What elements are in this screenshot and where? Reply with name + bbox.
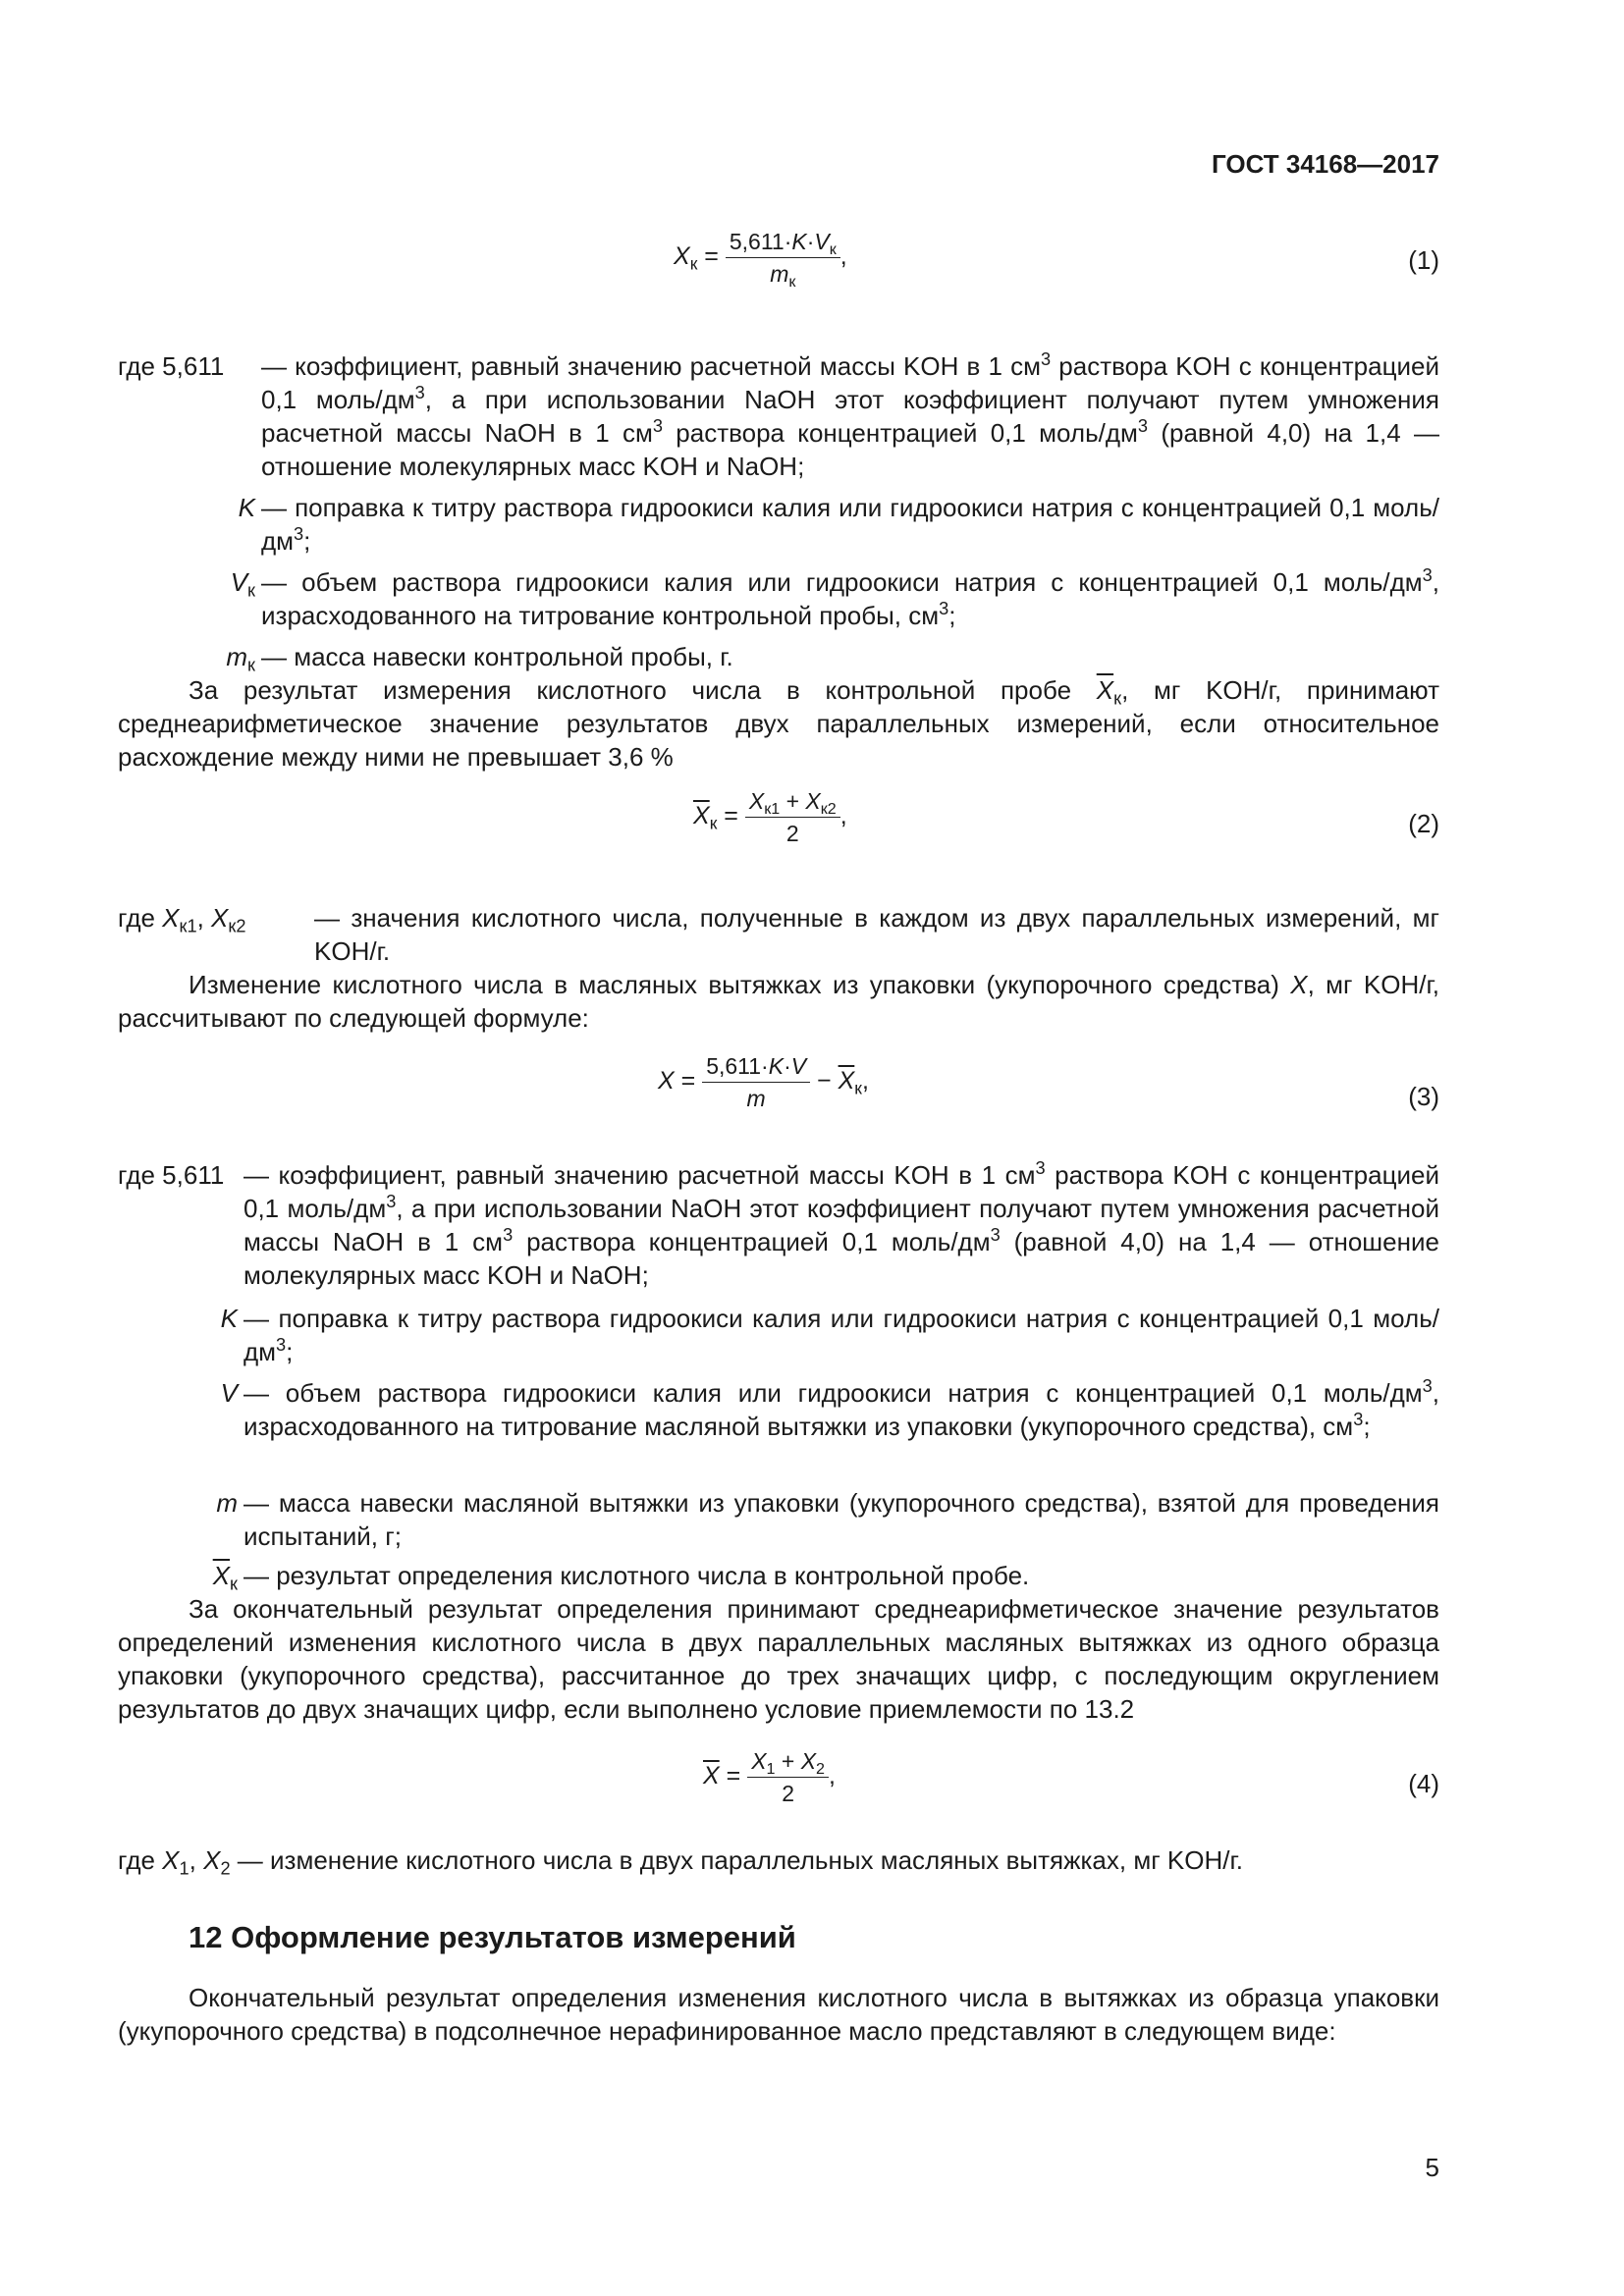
- equation-2: $\overline{X}_к$ = $\frac{X_{к1} + X_{к2}}{2}$ , (2): [693, 788, 1439, 846]
- definition-coefficient-2: где 5,611 — коэффициент, равный значению расчетной массы KOH в 1 $см^3$ раствора KOH с концентрацией 0,1 моль/$дм^3$, а при использовании NaOH этот коэффициент получают путем умножения расчетной массы NaOH в 1 $см^3$ раствора концентрацией 0,1 моль/$дм^3$ (равной 4,0) на 1,4 — отношение молекулярных масс KOH и NaOH;: [118, 1158, 1439, 1290]
- equation-1: $X_к$ = $\frac{5,611\cdot K\cdot V_к}{m_к}$ , (1): [674, 229, 1439, 291]
- definition-xk-bar: $\overline{X}_к$ — результат определения кислотного числа в контрольной пробе.: [212, 1561, 1030, 1594]
- definition-xk1-xk2: где $X_{к1}$, $X_{к2}$ — значения кислотного числа, полученные в каждом из двух параллельных измерений, мг KOH/г.: [118, 903, 1439, 966]
- equation-4-fraction: $\frac{X_1 + X_2}{2}$: [747, 1747, 829, 1807]
- section-heading: 12 Оформление результатов измерений: [189, 1920, 796, 1954]
- equation-number: (4): [1408, 1769, 1439, 1798]
- definition-vk: $V_к$ — объем раствора гидроокиси калия или гидроокиси натрия с концентрацией 0,1 моль/$дм^3$, израсходованного на титрование контрольной пробы, $см^3$;: [230, 565, 1439, 630]
- definition-x1-x2: где $X_1$, $X_2$ — изменение кислотного числа в двух параллельных масляных вытяжках, мг KOH/г.: [118, 1845, 1243, 1879]
- equation-number: (2): [1408, 809, 1439, 838]
- definition-v: V — объем раствора гидроокиси калия или гидроокиси натрия с концентрацией 0,1 моль/$дм^3$, израсходованного на титрование масляной вытяжки из упаковки (укупорочного средства), $см^3$;: [220, 1376, 1439, 1441]
- definition-coefficient: где 5,611 — коэффициент, равный значению расчетной массы KOH в 1 $см^3$ раствора KOH с концентрацией 0,1 моль/$дм^3$, а при использовании NaOH этот коэффициент получают путем умножения расчетной массы NaOH в 1 $см^3$ раствора концентрацией 0,1 моль/$дм^3$ (равной 4,0) на 1,4 — отношение молекулярных масс KOH и NaOH;: [118, 349, 1439, 481]
- equation-3-fraction: $\frac{5,611\cdot K\cdot V}{m}$: [702, 1052, 810, 1112]
- equation-3: X = $\frac{5,611\cdot K\cdot V}{m}$ − $\overline{X}_к$, (3): [658, 1053, 1439, 1111]
- equation-2-fraction: $\frac{X_{к1} + X_{к2}}{2}$: [745, 787, 840, 847]
- definition-k-2: K — поправка к титру раствора гидроокиси калия или гидроокиси натрия с концентрацией 0,1 моль/$дм^3$;: [220, 1304, 1439, 1366]
- definition-k: K — поправка к титру раствора гидроокиси калия или гидроокиси натрия с концентрацией 0,1 моль/$дм^3$;: [238, 493, 1439, 556]
- paragraph-change-formula: Изменение кислотного числа в масляных вытяжках из упаковки (укупорочного средства) X, мг KOH/г, рассчитывают по следующей формуле:: [118, 970, 1439, 1033]
- equation-number: (3): [1408, 1082, 1439, 1111]
- equation-1-fraction: $\frac{5,611\cdot K\cdot V_к}{m_к}$: [726, 228, 840, 288]
- document-header: ГОСТ 34168—2017: [1212, 149, 1439, 179]
- equation-4: $\overline{X}$ = $\frac{X_1 + X_2}{2}$ , (4): [703, 1748, 1439, 1806]
- paragraph-result-control: За результат измерения кислотного числа в контрольной пробе $\overline{X}_к$, мг KOH/г, принимают среднеарифметическое значение результатов двух параллельных измерений, если относительное расхождение между ними не превышает 3,6 %: [118, 675, 1439, 772]
- paragraph-final-result: За окончательный результат определения принимают среднеарифметическое значение результатов определений изменения кислотного числа в двух параллельных масляных вытяжках из одного образца упаковки (укупорочного средства), рассчитанное до трех значащих цифр, с последующим округлением результатов до двух значащих цифр, если выполнено условие приемлемости по 13.2: [118, 1594, 1439, 1724]
- page-number: 5: [1425, 2153, 1439, 2182]
- equation-number: (1): [1408, 245, 1439, 275]
- definition-m: m — масса навески масляной вытяжки из упаковки (укупорочного средства), взятой для проведения испытаний, г;: [216, 1488, 1439, 1551]
- definition-mk: $m_к$ — масса навески контрольной пробы, г.: [226, 642, 733, 675]
- paragraph-section-12: Окончательный результат определения изменения кислотного числа в вытяжках из образца упаковки (укупорочного средства) в подсолнечное нерафинированное масло представляют в следующем виде:: [118, 1983, 1439, 2046]
